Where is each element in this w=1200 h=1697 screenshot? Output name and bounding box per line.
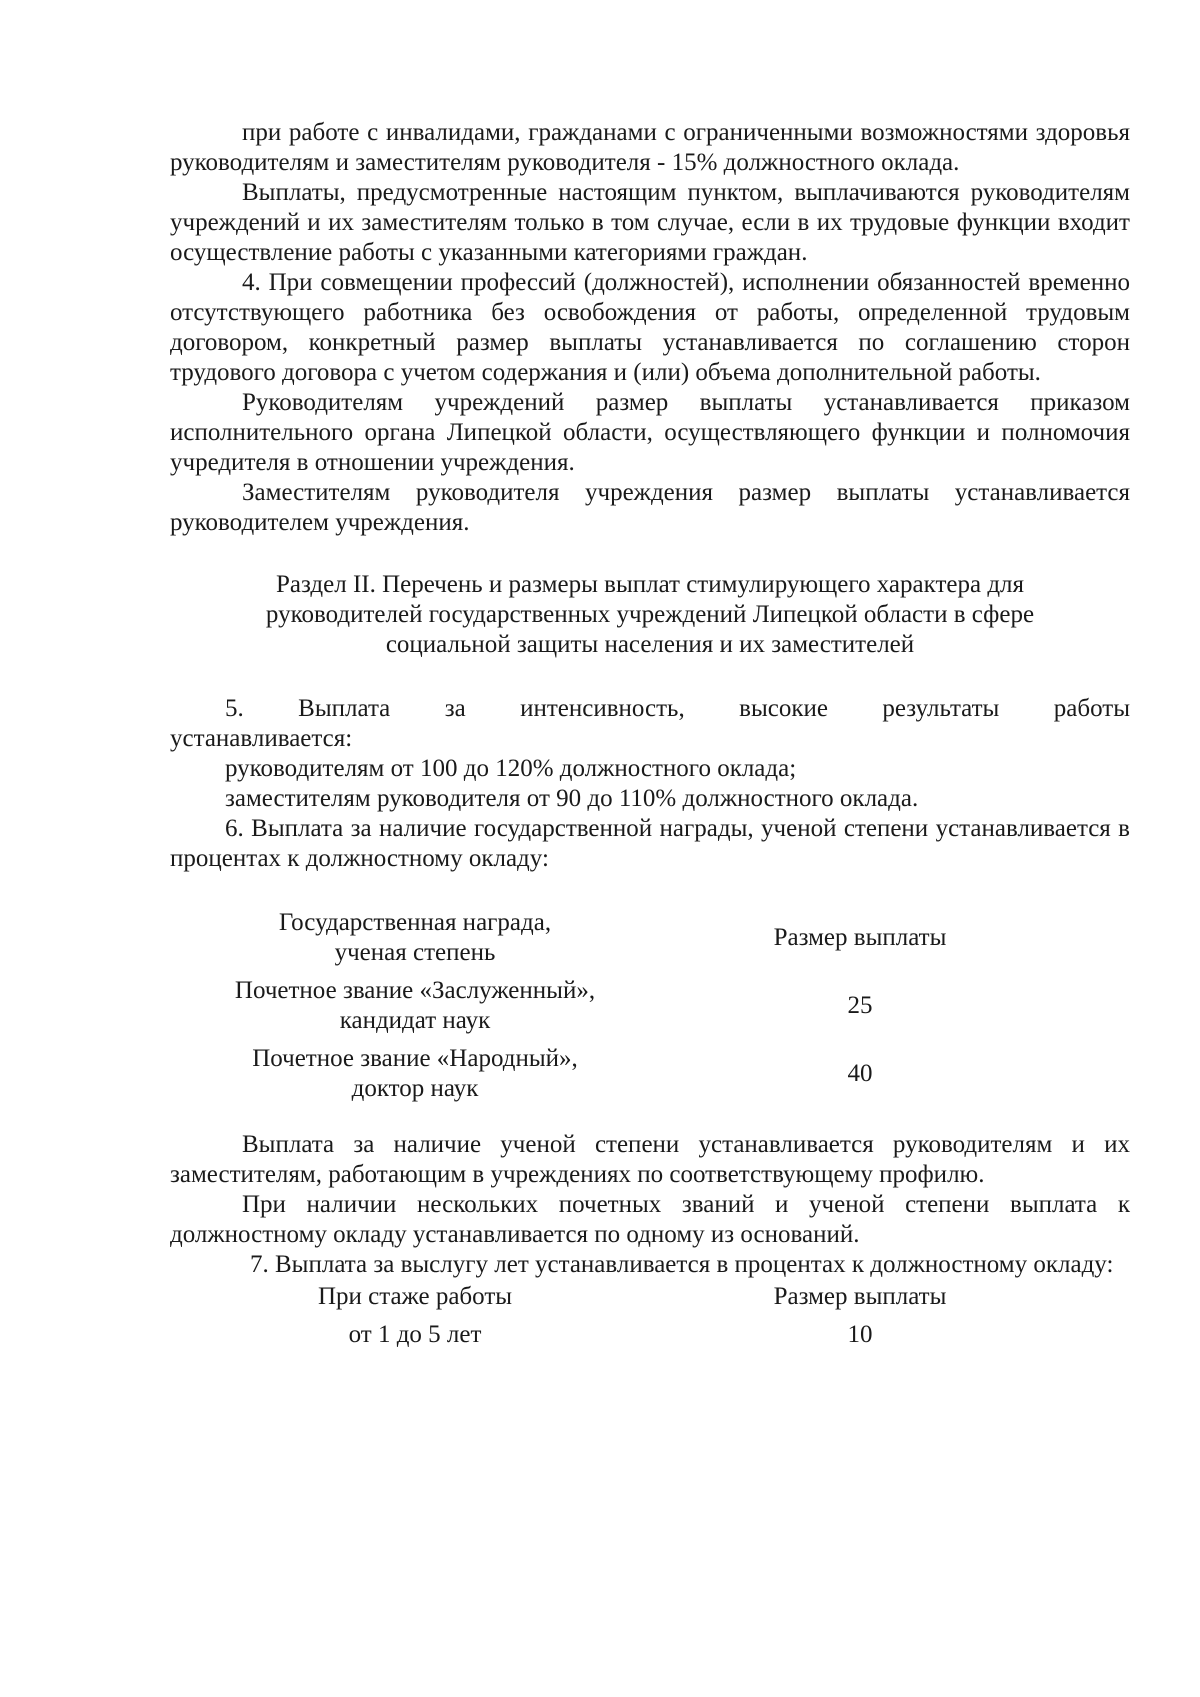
award-name-cell [170, 1044, 660, 1104]
table-row [170, 1320, 1060, 1350]
section-heading-line: Раздел II. Перечень и размеры выплат стимулирующего характера для [275, 571, 1025, 598]
service-header-amount: Размер выплаты [773, 1283, 947, 1310]
item-5-deputies: заместителям руководителя от 90 до 110% должностного оклада. [225, 785, 919, 812]
service-table-header [170, 1282, 1060, 1312]
award-amount-cell: 25 [847, 992, 873, 1019]
service-term-cell: от 1 до 5 лет [348, 1321, 482, 1348]
awards-table-header [170, 908, 1060, 968]
item-5-cont: устанавливается: [170, 725, 353, 752]
item-6: 6. Выплата за наличие государственной награды, ученой степени устанавливается в процентах к должностному окладу: [170, 815, 1130, 872]
paragraph-degree-payment: Выплата за наличие ученой степени устанавливается руководителям и их заместителям, работающим в учреждениях по соответствующему профилю. [170, 1131, 1130, 1188]
service-header-term: При стаже работы [317, 1283, 513, 1310]
item-5 [170, 694, 1130, 814]
paragraph-allowance-condition: Выплаты, предусмотренные настоящим пунктом, выплачиваются руководителям учреждений и их заместителям только в том случае, если в их трудовые функции входит осуществление работы с указанными категориями граждан. [170, 179, 1130, 266]
item-7: 7. Выплата за выслугу лет устанавливается в процентах к должностному окладу: [250, 1251, 1114, 1278]
paragraph-disabled-allowance: при работе с инвалидами, гражданами с ограниченными возможностями здоровья руководителям и заместителям руководителя - 15% должностного оклада. [170, 119, 1130, 176]
item-5-heads: руководителям от 100 до 120% должностного оклада; [225, 755, 797, 782]
section-heading-line: социальной защиты населения и их заместителей [385, 631, 915, 658]
paragraph-multiple-titles: При наличии нескольких почетных званий и ученой степени выплата к должностному окладу устанавливается по одному из оснований. [170, 1191, 1130, 1248]
awards-header-line: ученая степень [334, 939, 496, 966]
awards-table [170, 908, 1060, 1104]
award-amount-cell: 40 [847, 1060, 873, 1087]
document-page [170, 118, 1130, 1350]
section-heading [170, 570, 1130, 660]
paragraph-deputies-payment: Заместителям руководителя учреждения размер выплаты устанавливается руководителем учреждения. [170, 479, 1130, 536]
item-5-lead: 5. Выплата за интенсивность, высокие результаты работы [225, 695, 1130, 722]
award-name-line: кандидат наук [339, 1007, 491, 1034]
award-name-line: доктор наук [351, 1075, 479, 1102]
section-heading-line: руководителей государственных учреждений Липецкой области в сфере [265, 601, 1035, 628]
paragraph-heads-payment: Руководителям учреждений размер выплаты устанавливается приказом исполнительного органа Липецкой области, осуществляющего функции и полномочия учредителя в отношении учреждения. [170, 389, 1130, 476]
award-name-line: Почетное звание «Народный», [252, 1045, 578, 1072]
service-table [170, 1282, 1060, 1350]
service-amount-cell: 10 [847, 1321, 873, 1348]
table-row [170, 1044, 1060, 1104]
award-name-line: Почетное звание «Заслуженный», [234, 977, 596, 1004]
after-table-paragraphs [170, 1130, 1130, 1250]
award-name-cell [170, 976, 660, 1036]
paragraph-item-4: 4. При совмещении профессий (должностей), исполнении обязанностей временно отсутствующего работника без освобождения от работы, определенной трудовым договором, конкретный размер выплаты устанавливается по соглашению сторон трудового договора с учетом содержания и (или) объема дополнительной работы. [170, 269, 1130, 386]
awards-header-line: Государственная награда, [278, 909, 552, 936]
awards-header-amount: Размер выплаты [773, 924, 947, 951]
table-row [170, 976, 1060, 1036]
awards-header-award [170, 908, 660, 968]
